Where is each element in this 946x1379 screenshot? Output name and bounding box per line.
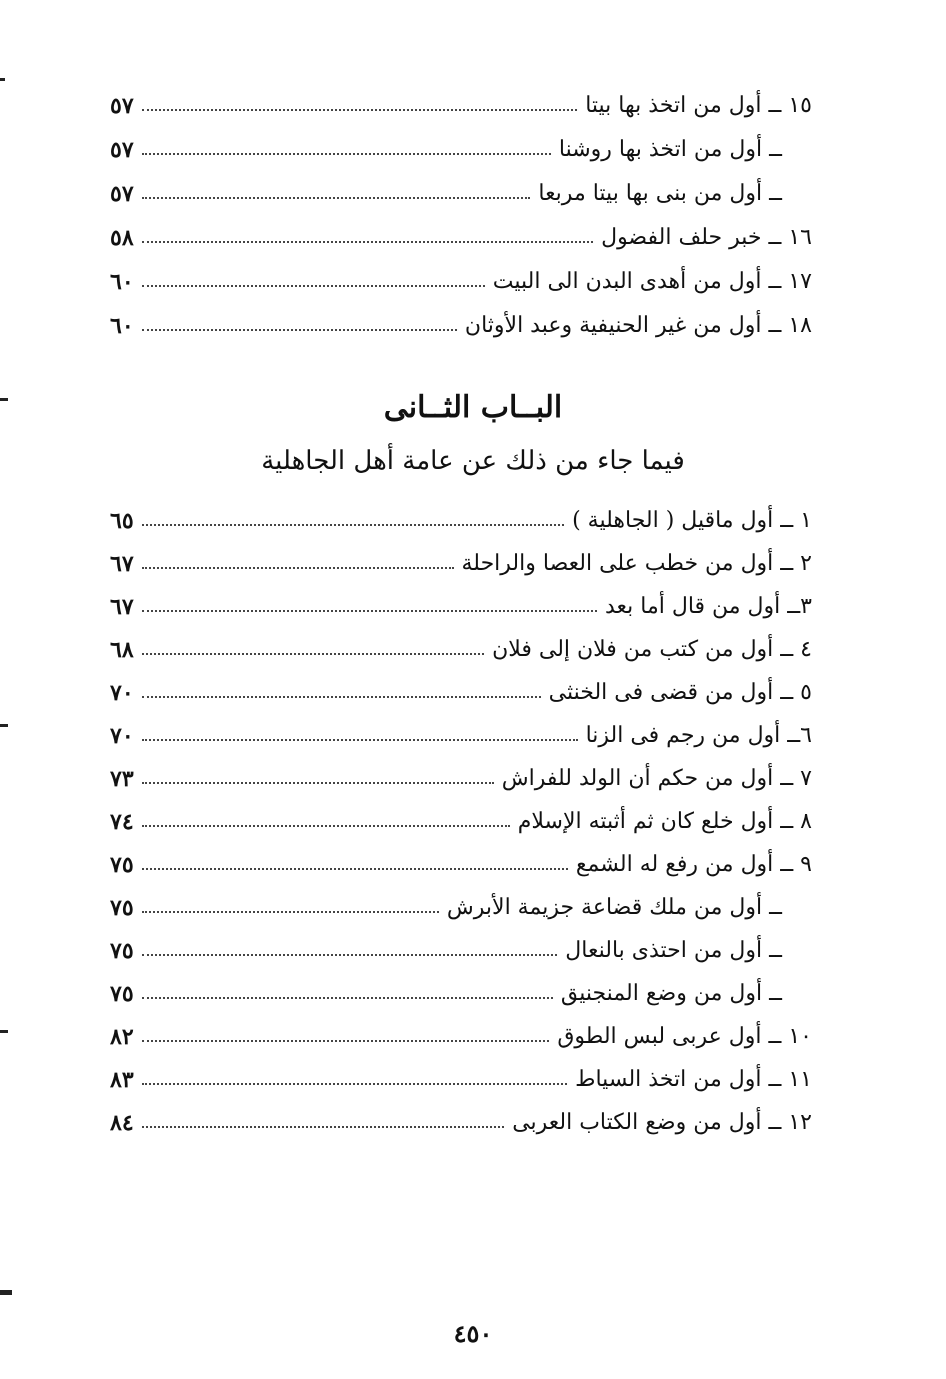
toc-entry-title: ٧ ــ أول من حكم أن الولد للفراش [501,766,812,791]
toc-entry-title: ٣ــ أول من قال أما بعد [604,594,812,619]
dot-leader [142,739,578,741]
page-number: ٤٥٠ [453,1319,493,1348]
scan-edge-mark [0,1290,12,1295]
dot-leader [142,954,558,956]
dot-leader [142,696,541,698]
toc-entry [110,805,812,839]
dot-leader [142,153,551,155]
toc-entry-page: ٧٠ [110,680,134,706]
toc-entry-page: ٦٠ [110,269,134,295]
toc-entry [110,762,812,796]
toc-entry-page: ٨٢ [110,1024,134,1050]
toc-entry-page: ٦٨ [110,637,134,663]
toc-entry-title: ١٥ ــ أول من اتخذ بها بيتا [585,93,812,118]
dot-leader [142,329,457,331]
toc-entry-page: ٦٥ [110,508,134,534]
toc-entry-title: ــ أول من احتذى بالنعال [565,938,782,963]
dot-leader [142,197,531,199]
toc-entry [110,719,812,753]
toc-entry-page: ٧٥ [110,938,134,964]
toc-entry [110,265,812,299]
scan-edge-mark [0,724,8,727]
dot-leader [142,241,593,243]
toc-entry-title: ١١ ــ أول من اتخذ السياط [575,1067,812,1092]
toc-entry-page: ٧٣ [110,766,134,792]
dot-leader [142,997,553,999]
toc-entry [110,309,812,343]
dot-leader [142,524,564,526]
toc-entry-title: ٥ ــ أول من قضى فى الخنثى [548,680,812,705]
chapter-subtitle: فيما جاء من ذلك عن عامة أهل الجاهلية [261,446,685,476]
toc-entry [110,221,812,255]
toc-entry-page: ٦٧ [110,594,134,620]
toc-entry-page: ٦٧ [110,551,134,577]
toc-entry-title: ٨ ــ أول خلع كان ثم أثبته الإسلام [517,809,812,834]
dot-leader [142,1126,505,1128]
toc-entry-title: ١٧ ــ أول من أهدى البدن الى البيت [492,269,812,294]
dot-leader [142,285,485,287]
dot-leader [142,782,494,784]
toc-entry [110,1106,812,1140]
toc-entry-title: ٦ــ أول من رجم فى الزنا [585,723,812,748]
toc-entry [110,133,812,167]
dot-leader [142,109,578,111]
dot-leader [142,1083,567,1085]
toc-entry-page: ٥٧ [110,181,134,207]
dot-leader [142,868,568,870]
toc-entry-title: ١ ــ أول ماقيل ( الجاهلية ) [572,508,812,533]
toc-entry-page: ٧٥ [110,981,134,1007]
toc-entry [110,1020,812,1054]
toc-entry-title: ــ أول من ملك قضاعة جزيمة الأبرش [446,895,782,920]
toc-entry-page: ٨٣ [110,1067,134,1093]
dot-leader [142,567,454,569]
toc-entry-title: ٤ ــ أول من كتب من فلان إلى فلان [492,637,812,662]
toc-entry [110,89,812,123]
toc-entry [110,547,812,581]
toc-entry-title: ١٠ ــ أول عربى لبس الطوق [557,1024,812,1049]
toc-entry [110,177,812,211]
toc-entry-title: ــ أول من بنى بها بيتا مربعا [538,181,782,206]
dot-leader [142,1040,550,1042]
toc-entry [110,590,812,624]
toc-entry [110,676,812,710]
toc-entry [110,977,812,1011]
dot-leader [142,653,484,655]
toc-entry-page: ٥٨ [110,225,134,251]
toc-entry-title: ــ أول من وضع المنجنيق [560,981,782,1006]
toc-entry-page: ٧٥ [110,895,134,921]
scan-edge-mark [0,78,5,81]
toc-entry-page: ٧٥ [110,852,134,878]
toc-entry-title: ١٢ ــ أول من وضع الكتاب العربى [512,1110,812,1135]
toc-entry-page: ٧٠ [110,723,134,749]
toc-entry [110,1063,812,1097]
scan-edge-mark [0,1030,8,1033]
toc-entry-title: ٢ ــ أول من خطب على العصا والراحلة [461,551,812,576]
toc-entry-page: ٥٧ [110,137,134,163]
dot-leader [142,911,439,913]
dot-leader [142,825,510,827]
toc-entry [110,633,812,667]
toc-entry-page: ٥٧ [110,93,134,119]
toc-entry-title: ١٦ ــ خبر حلف الفضول [601,225,812,250]
toc-entry [110,934,812,968]
dot-leader [142,610,597,612]
chapter-title: البــاب الثــانى [383,390,563,425]
toc-entry-page: ٨٤ [110,1110,134,1136]
toc-entry-page: ٧٤ [110,809,134,835]
toc-entry [110,848,812,882]
toc-entry-title: ــ أول من اتخذ بها روشنا [558,137,782,162]
toc-entry-page: ٦٠ [110,313,134,339]
toc-entry-title: ١٨ ــ أول من غير الحنيفية وعبد الأوثان [464,313,812,338]
toc-entry-title: ٩ ــ أول من رفع له الشمع [575,852,812,877]
toc-entry [110,891,812,925]
toc-entry [110,504,812,538]
